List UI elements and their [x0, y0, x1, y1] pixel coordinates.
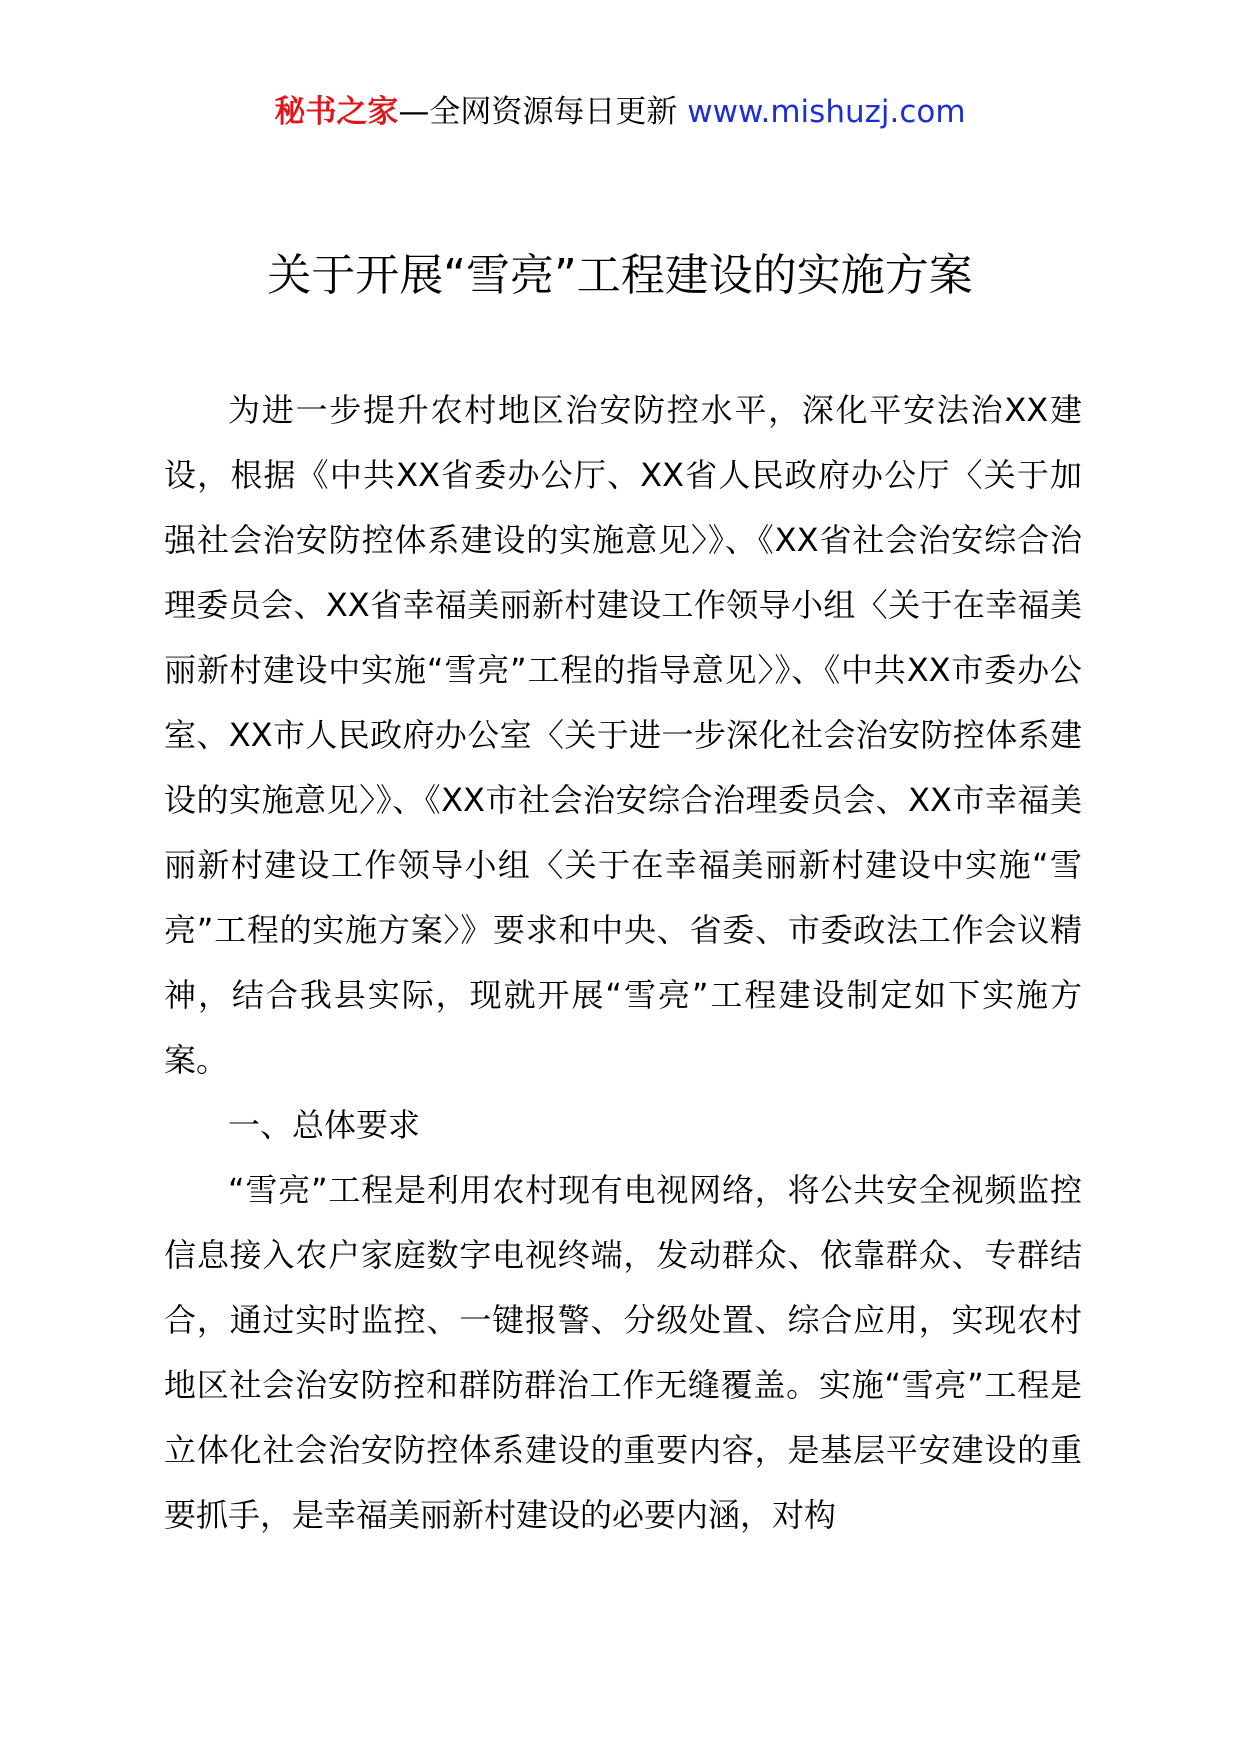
- brand-name: 秘书之家: [274, 94, 399, 130]
- body-paragraph: “雪亮”工程是利用农村现有电视网络，将公共安全视频监控信息接入农户家庭数字电视终端，发动群众、依靠群众、专群结合，通过实时监控、一键报警、分级处置、综合应用，实现农村地区社会治安防控和群防群治工作无缝覆盖。实施“雪亮”工程是立体化社会治安防控体系建设的重要内容，是基层平安建设的重要抓手，是幸福美丽新村建设的必要内涵，对构: [164, 1171, 1082, 1534]
- site-header: [0, 92, 1240, 132]
- intro-paragraph: 为进一步提升农村地区治安防控水平，深化平安法治XX建设，根据《中共XX省委办公厅、XX省人民政府办公厅〈关于加强社会治安防控体系建设的实施意见〉》、《XX省社会治安综合治理委员会、XX省幸福美丽新村建设工作领导小组〈关于在幸福美丽新村建设中实施“雪亮”工程的指导意见〉》、《中共XX市委办公室、XX市人民政府办公室〈关于进一步深化社会治安防控体系建设的实施意见〉》、《XX市社会治安综合治理委员会、XX市幸福美丽新村建设工作领导小组〈关于在幸福美丽新村建设中实施“雪亮”工程的实施方案〉》要求和中央、省委、市委政法工作会议精神，结合我县实际，现就开展“雪亮”工程建设制定如下实施方案。: [164, 391, 1082, 1079]
- document-body: [164, 378, 1082, 1548]
- site-url-link[interactable]: www.mishuzj.com: [687, 94, 966, 130]
- section-heading: 一、总体要求: [228, 1106, 421, 1144]
- document-title: 关于开展“雪亮”工程建设的实施方案: [267, 250, 973, 301]
- header-tagline: —全网资源每日更新: [398, 94, 678, 130]
